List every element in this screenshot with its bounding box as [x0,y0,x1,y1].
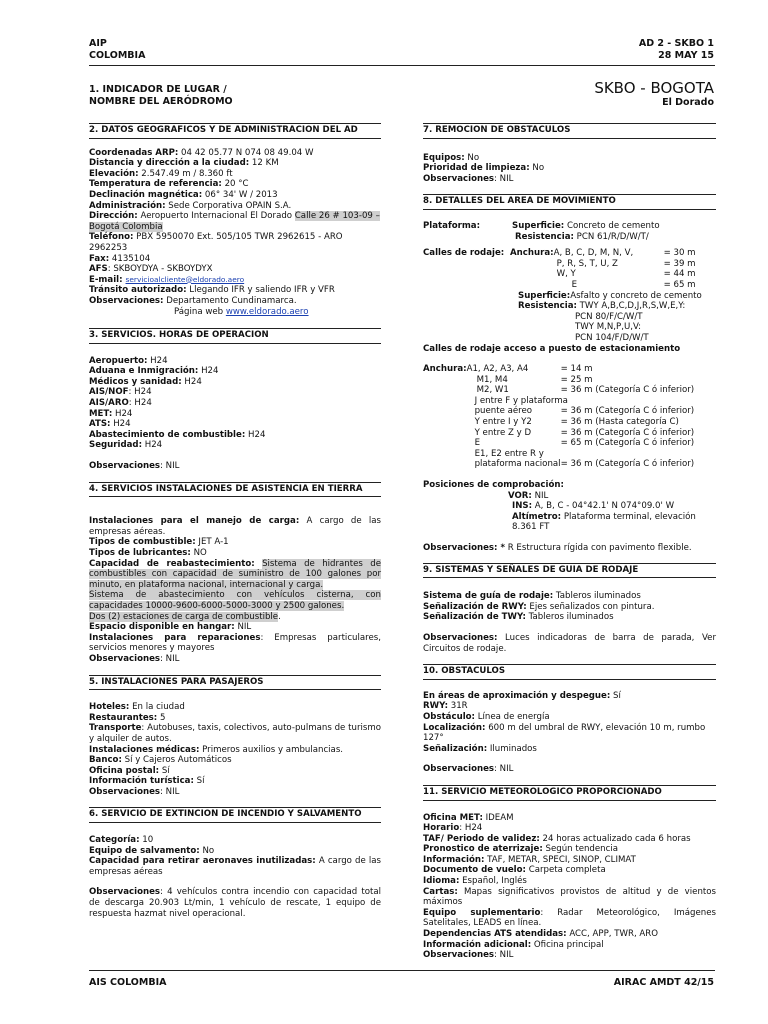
access-width-5: = 36 m (Categoría C ó inferior) [560,406,695,417]
lubricant-value: NO [190,548,207,558]
hangar-label: Espacio disponible en hangar: [89,622,235,633]
language-value: Español, Inglés [459,876,527,887]
footer-rule [89,970,715,971]
check-positions-label: Posiciones de comprobación [423,480,561,491]
hours-airport-value: H24 [147,355,168,366]
taxiway-width-label: Anchura: [510,248,554,259]
charts-value: Mapas significativos provistos de altitud y de vientos máximos [423,886,716,908]
taxiway-group-3: W, Y [556,269,576,280]
vor-value: NIL [531,490,549,501]
ats-units-label: Dependencias ATS atendidas: [423,929,567,940]
access-width-2: = 25 m [560,374,593,385]
access-width-label: Anchura: [423,364,467,375]
location-value: 600 m del umbral de RWY, elevación 10 m, rumbo 127° [423,722,706,744]
taf-validity-label: TAF/ Periodo de validez: [423,833,540,844]
section-9-body [423,587,716,654]
afs-value: : SKBOYDYA - SKBOYDYX [107,264,213,275]
elevation-label: Elevación: [89,168,139,179]
s4-observations-value: : NIL [160,653,180,664]
taxiway-strength-value: TWY A,B,C,D,J,R,S,W,E,Y: [576,301,686,312]
temperature-value: 20 °C [221,179,249,190]
access-width-8: = 65 m (Categoría C ó inferior) [560,438,695,449]
s6-observations-label: Observaciones [89,887,161,898]
flight-doc-label: Documento de vuelo: [423,865,526,876]
access-width-7: = 36 m (Categoría C ó inferior) [560,427,695,438]
priority-label: Prioridad de limpieza: [423,163,530,174]
section-4-heading: 4. SERVICIOS INSTALACIONES DE ASISTENCIA EN TIERRA [89,482,381,498]
taxiway-width-3: = 44 m [663,269,696,280]
hours-medical-label: Médicos y sanidad: [89,376,182,387]
s8-observations-label: Observaciones [423,543,495,553]
phone-label: Teléfono: [89,232,134,243]
s7-observations-label: Observaciones [423,173,495,184]
hours-security-value: H24 [142,440,163,451]
section-5-heading: 5. INSTALACIONES PARA PASAJEROS [89,675,381,691]
access-taxiway-table [423,364,694,470]
apron-surface-value: Concreto de cemento [564,220,660,231]
fax-label: Fax: [89,253,110,264]
web-prefix: Página web [174,306,226,317]
section-8-body: Plataforma: Superficie: Concreto de cemento Resistencia: PCN 61/R/D/W/T/ Calles de rodaje: Anchura: A, B, C, D, M, N, V, = 30 m P, R, S, T, U, Z = 39 m W, Y = 44 m E = 65 m Superficie:Asfalto y concreto de cemento Resistencia: TWY A,B,C,D,J,R,S,W,E,Y: PCN 80/F/C/W/T TWY M,N,P,U,V: PCN 104/F/D/W/T Calles de rodaje acceso a puesto de estacionamiento Anchura: A1, A2, A3, A4 = 14 m M1, M4 = 25 m M2, W1 = 36 m (Categoría C ó inferior) J entre F y plataforma puente aéreo = 36 m (Categoría C ó inferior) Y entre I y Y2 = 36 m (Hasta categoría C) Y entre Z y D = 36 m (Categoría C ó inferior) E = 65 m (Categoría C ó inferior) E1, E2 entre R y plataforma nacional = 36 m (Categoría C ó inferior) Posiciones de comprobación: VOR: NIL INS: A, B, C - 04°42.1' N 074°09.0' W Altímetro: Plataforma terminal, elevación 8.361 FT Observaciones: * R Estructura rígida con pavimento flexible. [423,219,716,554]
access-group-10: plataforma nacional [474,459,561,470]
header-left [89,38,145,62]
s3-observations-value: : NIL [160,461,180,472]
landing-forecast-label: Pronostico de aterrizaje: [423,844,543,855]
restaurants-value: 5 [157,712,166,723]
hours-ais-aro-value: : H24 [128,398,152,409]
altimeter-value: Plataforma terminal, elevación 8.361 FT [512,511,696,533]
coords-value: 04 42 05.77 N 074 08 49.04 W [178,147,314,158]
refuel-stations-text: Dos (2) estaciones de carga de combustible [89,611,279,622]
vor-label: VOR: [508,490,532,501]
website-link[interactable]: www.eldorado.aero [225,306,309,317]
taxiway-pcn-1: PCN 80/F/C/W/T [575,311,643,322]
hangar-value: NIL [234,622,252,633]
section-9-heading: 9. SISTEMAS Y SEÑALES DE GUIA DE RODAJE [423,563,716,579]
hours-ats-label: ATS: [89,419,111,430]
access-width-1: = 14 m [560,364,593,375]
section-7-heading: 7. REMOCION DE OBSTACULOS [423,123,716,139]
location-label: Localización: [423,722,486,733]
section-3-heading: 3. SERVICIOS. HORAS DE OPERACION [89,328,381,344]
hours-security-label: Seguridad: [89,440,143,451]
access-taxiway-heading: Calles de rodaje acceso a puesto de estacionamiento [423,343,681,354]
access-group-9: E1, E2 entre R y [474,448,544,459]
s9-observations-label: Observaciones: [423,632,498,643]
fax-value: 4135104 [109,253,151,264]
s9-observations-value: Luces indicadoras de barra de parada, Ver Circuitos de rodaje. [423,632,716,654]
section-6-body [89,832,381,919]
aerodrome-name: El Dorado [662,97,714,108]
priority-value: No [529,163,545,174]
left-column [89,123,381,919]
hotels-label: Hoteles: [89,702,130,713]
approach-area-label: En áreas de aproximación y despegue: [423,690,611,701]
language-label: Idioma: [423,876,460,887]
guidance-system-label: Sistema de guía de rodaje: [423,591,554,602]
met-information-value: TAF, METAR, SPECI, SINOP, CLIMAT [484,854,636,865]
footnote-star: * [500,543,505,553]
coords-label: Coordenadas ARP: [89,147,179,158]
temperature-label: Temperatura de referencia: [89,179,222,190]
section-3-body [89,353,381,472]
section-6-heading: 6. SERVICIO DE EXTINCION DE INCENDIO Y SALVAMENTO [89,807,381,823]
obstacle-rwy-label: RWY: [423,701,449,712]
fuel-type-label: Tipos de combustible: [89,537,196,548]
met-office-value: IDEAM [482,812,514,823]
met-hours-label: Horario [423,823,460,834]
access-group-7: Y entre Z y D [474,427,532,438]
access-width-10: = 36 m (Categoría C ó inferior) [560,459,695,470]
transit-value: Llegando IFR y saliendo IFR y VFR [186,285,335,296]
rwy-marking-value: Ejes señalizados con pintura. [526,601,655,612]
category-label: Categoría: [89,835,140,846]
taf-validity-value: 24 horas actualizado cada 6 horas [539,833,691,844]
twy-marking-value: Tableros iluminados [525,612,614,623]
tourist-info-label: Información turística: [89,776,194,787]
medical-value: Primeros auxilios y ambulancias. [199,744,344,755]
access-group-1: A1, A2, A3, A4 [466,364,529,375]
twy-marking-label: Señalización de TWY: [423,612,526,623]
distance-label: Distancia y dirección a la ciudad: [89,158,250,169]
right-column [423,123,716,961]
address-highlight: Calle 26 # 103-09 – Bogotá Colombia [89,211,380,232]
refuel-dot: . [278,611,281,622]
section-10-heading: 10. OBSTACULOS [423,664,716,680]
s5-observations-label: Observaciones [89,786,161,797]
hours-customs-label: Aduana e Inmigración: [89,366,199,377]
access-group-6: Y entre I y Y2 [474,417,532,428]
hours-met-value: H24 [112,408,133,419]
additional-info-value: Oficina principal [531,939,604,950]
taxiway-pcn-2: PCN 104/F/D/W/T [575,332,649,343]
observations-value: Departamento Cundinamarca. [163,295,297,306]
s10-observations-label: Observaciones [423,764,495,775]
section-7-body [423,148,716,185]
email-link[interactable]: servicioalcliente@eldorado.aero [125,274,245,284]
s7-observations-value: : NIL [494,173,514,184]
obstacle-rwy-value: 31R [448,701,468,712]
section-4-body [89,506,381,664]
s11-observations-value: : NIL [494,950,514,961]
declination-label: Declinación magnética: [89,189,203,200]
bank-label: Banco: [89,755,122,766]
transit-label: Tránsito autorizado: [89,285,187,296]
hours-medical-value: H24 [181,376,202,387]
administration-value: Sede Corporativa OPAIN S.A. [165,200,292,211]
tourist-info-value: Sí [193,776,205,787]
hotels-value: En la ciudad [129,702,185,713]
transport-value: : Autobuses, taxis, colectivos, auto-pulmans de turismo y alquiler de autos. [89,723,381,744]
phone-value: PBX 5950070 Ext. 505/105 TWR 2962615 - ARO 2962253 [89,232,343,253]
header-page-ref: AD 2 - SKBO 1 [638,38,714,49]
access-width-6: = 36 m (Hasta categoría C) [560,417,679,428]
taxiway-strength-label: Resistencia: [518,301,577,312]
taxiway-width-1: = 30 m [663,248,696,259]
distance-value: 12 KM [249,158,279,169]
header-rule [89,65,715,66]
s4-observations-label: Observaciones [89,653,161,664]
s5-observations-value: : NIL [160,786,180,797]
hours-fuel-value: H24 [245,429,266,440]
access-group-2: M1, M4 [476,374,508,385]
supplementary-equipment-value: : Radar Meteorológico, Imágenes Satelitales, LEADS en línea. [423,907,716,929]
section-2-body: Coordenadas ARP: 04 42 05.77 N 074 08 49.04 W Distancia y dirección a la ciudad: 12 KM Elevación: 2.547.49 m / 8.360 ft Temperatura de referencia: 20 °C Declinación magnética: 06° 34' W / 2013 Administración: Sede Corporativa OPAIN S.A. Dirección: Aeropuerto Internacional El Dorado Calle 26 # 103-09 – Bogotá Colombia Teléfono: PBX 5950070 Ext. 505/105 TWR 2962615 - ARO 2962253 Fax: 4135104 AFS: SKBOYDYA - SKBOYDYX E-mail: servicioalcliente@eldorado.aero Tránsito autorizado: Llegando IFR y saliendo IFR y VFR Observaciones: Departamento Cundinamarca. Página web www.eldorado.aero [89,147,380,317]
ats-units-value: ACC, APP, TWR, ARO [566,929,659,940]
medical-label: Instalaciones médicas: [89,744,200,755]
header-date: 28 MAY 15 [658,50,714,61]
header-aip: AIP [89,38,107,49]
refuel-hydrant-text: Sistema de hidrantes de combustibles con capacidad de suministro de 100 galones por minuto, en plataforma nacional, internacional y carga. [89,558,382,590]
flight-doc-value: Carpeta completa [525,865,606,876]
removal-capacity-value: A cargo de las empresas aéreas [89,856,382,877]
declination-value: 06° 34' W / 2013 [202,189,278,200]
refuel-capacity-label: Capacidad de reabastecimiento: [89,558,255,569]
obstacle-label: Obstáculo: [423,711,475,722]
ins-label: INS: [512,501,533,512]
hours-customs-value: H24 [198,366,219,377]
section-11-heading: 11. SERVICIO METEOROLOGICO PROPORCIONADO [423,785,716,801]
altimeter-label: Altímetro: [512,511,562,522]
transport-label: Transporte [89,723,142,734]
administration-label: Administración: [89,200,166,211]
removal-capacity-label: Capacidad para retirar aeronaves inutilizadas: [89,856,316,867]
apron-strength-label: Resistencia: [515,231,574,242]
lubricant-label: Tipos de lubricantes: [89,548,191,558]
section-10-body [423,689,716,775]
post-office-value: Sí [159,765,170,776]
repair-value: : Empresas particulares, servicios menores y mayores [89,632,381,654]
additional-info-label: Información adicional: [423,939,532,950]
footer-right: AIRAC AMDT 42/15 [613,977,714,988]
s6-observations-value: : 4 vehículos contra incendio con capacidad total de descarga 20.903 Lt/min, 1 vehículo de rescate, 1 equipo de respuesta hazmat nivel operacional. [89,887,381,919]
obstacle-marking-label: Señalización: [423,743,488,754]
section-2-heading: 2. DATOS GEOGRAFICOS Y DE ADMINISTRACION DEL AD [89,123,381,139]
apron-label: Plataforma: [423,220,481,231]
taxiway-label: Calles de rodaje: [423,248,505,259]
email-label: E-mail [89,274,120,285]
apron-surface-label: Superficie: [512,220,565,231]
taxiway-surface-value: Asfalto y concreto de cemento [570,290,702,301]
taxiway-group-2: P, R, S, T, U, Z [556,258,618,269]
title-indicator-line2: NOMBRE DEL AERÓDROMO [89,96,233,107]
rwy-marking-label: Señalización de RWY: [423,601,527,612]
header-country: COLOMBIA [89,50,146,61]
s7-equipment-label: Equipos: [423,152,465,163]
taxiway-width-table [423,248,696,290]
access-group-8: E [474,438,481,449]
hours-fuel-label: Abastecimiento de combustible: [89,429,246,440]
apron-strength-value: PCN 61/R/D/W/T/ [573,231,649,242]
cargo-value: A cargo de las empresas aéreas. [89,516,382,537]
s3-observations-label: Observaciones [89,461,161,472]
category-value: 10 [139,835,154,846]
hours-ats-value: H24 [110,419,131,430]
supplementary-equipment-label: Equipo suplementario [423,907,541,918]
charts-label: Cartas: [423,886,458,897]
obstacle-value: Línea de energía [474,711,550,722]
met-hours-value: : H24 [459,823,483,834]
obstacle-marking-value: Iluminados [487,743,537,754]
access-group-4: J entre F y plataforma [474,395,568,406]
s10-observations-value: : NIL [494,764,514,775]
refuel-tanker-text: Sistema de abastecimiento con vehículos cisterna, con capacidades 10000-9600-6000-5000-3000 y 2500 galones. [89,590,381,611]
hours-airport-label: Aeropuerto: [89,355,148,366]
observations-label: Observaciones: [89,295,164,306]
afs-label: AFS [89,264,108,275]
landing-forecast-value: Según tendencia [542,844,618,855]
s8-observations-value: R Estructura rígida con pavimento flexible. [504,543,692,553]
address-value: Aeropuerto Internacional El Dorado [137,211,295,222]
cargo-label: Instalaciones para el manejo de carga: [89,516,300,527]
taxiway-surface-label: Superficie: [518,290,571,301]
restaurants-label: Restaurantes: [89,712,158,723]
taxiway-width-2: = 39 m [663,258,696,269]
rescue-equipment-value: No [199,845,215,856]
access-group-5: puente aéreo [474,406,533,417]
header-right [639,38,714,62]
hours-ais-aro-label: AIS/ARO [89,398,129,409]
guidance-system-value: Tableros iluminados [553,591,641,602]
hours-ais-nof-value: : H24 [128,387,152,398]
aerodrome-code: SKBO - BOGOTA [594,79,714,97]
taxiway-group-1: A, B, C, D, M, N, V, [553,248,634,259]
post-office-label: Oficina postal: [89,765,160,776]
title-indicator [89,84,233,108]
s11-observations-label: Observaciones [423,950,495,961]
approach-area-value: Sí [610,690,621,701]
section-8-heading: 8. DETALLES DEL AREA DE MOVIMIENTO [423,194,716,210]
elevation-value: 2.547.49 m / 8.360 ft [138,168,233,179]
ins-value: A, B, C - 04°42.1' N 074°09.0' W [532,501,675,512]
repair-label: Instalaciones para reparaciones [89,632,261,643]
access-width-3: = 36 m (Categoría C ó inferior) [560,385,695,396]
access-group-3: M2, W1 [476,385,509,396]
footer-left: AIS COLOMBIA [89,977,167,988]
taxiway-group-4: E [571,279,578,290]
met-office-label: Oficina MET: [423,812,483,823]
section-5-body [89,699,381,797]
section-11-body [423,810,716,961]
address-label: Dirección: [89,211,138,222]
rescue-equipment-label: Equipo de salvamento: [89,845,200,856]
hours-ais-nof-label: AIS/NOF [89,387,129,398]
s7-equipment-value: No [464,152,480,163]
hours-met-label: MET: [89,408,113,419]
taxiway-group-mnpuv: TWY M,N,P,U,V: [575,322,642,333]
bank-value: Sí y Cajeros Automáticos [121,755,232,766]
fuel-type-value: JET A-1 [195,537,229,548]
title-indicator-line1: 1. INDICADOR DE LUGAR / [89,84,227,95]
taxiway-width-4: = 65 m [663,279,696,290]
met-information-label: Información: [423,854,485,865]
